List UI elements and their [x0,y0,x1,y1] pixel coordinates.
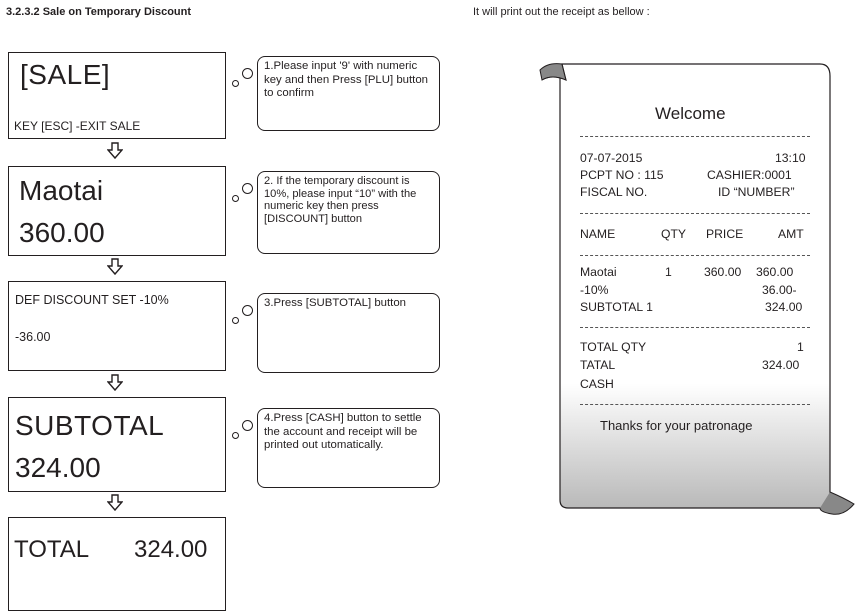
down-arrow-icon [107,494,123,512]
step-1-note: 1.Please input '9' with numeric key and then Press [PLU] button to confirm [257,56,440,131]
discount-amt: 36.00- [762,283,797,297]
receipt-pcpt: PCPT NO : 115 [580,168,664,182]
col-qty: QTY [661,227,687,241]
item-price: 360.00 [704,265,742,279]
lcd-line-1: DEF DISCOUNT SET -10% [15,293,169,307]
step-3-note: 3.Press [SUBTOTAL] button [257,293,440,373]
down-arrow-icon [107,142,123,160]
tatal-label: TATAL [580,358,616,372]
receipt-divider [580,213,810,214]
subtotal-label: SUBTOTAL 1 [580,300,653,314]
col-amt: AMT [778,227,804,241]
receipt-divider [580,136,810,137]
lcd-screen-item [8,166,226,256]
subtotal-amt: 324.00 [765,300,803,314]
cash-label: CASH [580,377,614,391]
thought-dot [232,80,239,87]
lcd-screen-discount [8,281,226,371]
item-name: Maotai [580,265,617,279]
lcd-line-2: KEY [ESC] -EXIT SALE [14,119,141,133]
lcd-line-2: -36.00 [15,330,51,344]
thought-dot [242,420,253,431]
receipt-welcome: Welcome [655,104,726,123]
down-arrow-icon [107,374,123,392]
step-4-note: 4.Press [CASH] button to settle the account and receipt will be printed out utomatically. [257,408,440,488]
thought-dot [232,432,239,439]
thought-dot [242,183,253,194]
tatal-amt: 324.00 [762,358,800,372]
receipt-intro: It will print out the receipt as bellow : [473,6,650,18]
receipt-cashier: CASHIER:0001 [707,168,792,182]
total-qty-value: 1 [797,340,804,354]
lcd-screen-total [8,517,226,611]
thought-dot [242,68,253,79]
receipt-divider [580,327,810,328]
lcd-line-2: 360.00 [19,217,105,248]
lcd-line-1: SUBTOTAL [15,410,165,441]
receipt-thanks: Thanks for your patronage [600,418,753,433]
lcd-line-2: 324.00 [15,452,101,483]
thought-dot [232,195,239,202]
col-name: NAME [580,227,616,241]
thought-dot [242,305,253,316]
item-amt: 360.00 [756,265,794,279]
lcd-line-2: 324.00 [134,536,208,563]
lcd-line-1: Maotai [19,175,104,206]
total-qty-label: TOTAL QTY [580,340,647,354]
receipt-divider [580,255,810,256]
lcd-line-1: TOTAL [14,536,90,563]
step-2-note: 2. If the temporary discount is 10%, please input “10” with the numeric key then press [DISCOUNT] button [257,171,440,254]
receipt-date: 07-07-2015 [580,151,643,165]
lcd-line-1: [SALE] [20,59,111,90]
thought-dot [232,317,239,324]
item-qty: 1 [665,265,672,279]
receipt-time: 13:10 [775,151,806,165]
down-arrow-icon [107,258,123,276]
col-price: PRICE [706,227,744,241]
receipt-fiscal: FISCAL NO. [580,185,648,199]
receipt-id: ID “NUMBER” [718,185,795,199]
lcd-screen-sale [8,52,226,139]
section-heading: 3.2.3.2 Sale on Temporary Discount [6,6,192,18]
lcd-screen-subtotal [8,397,226,492]
discount-label: -10% [580,283,609,297]
receipt-divider [580,404,810,405]
